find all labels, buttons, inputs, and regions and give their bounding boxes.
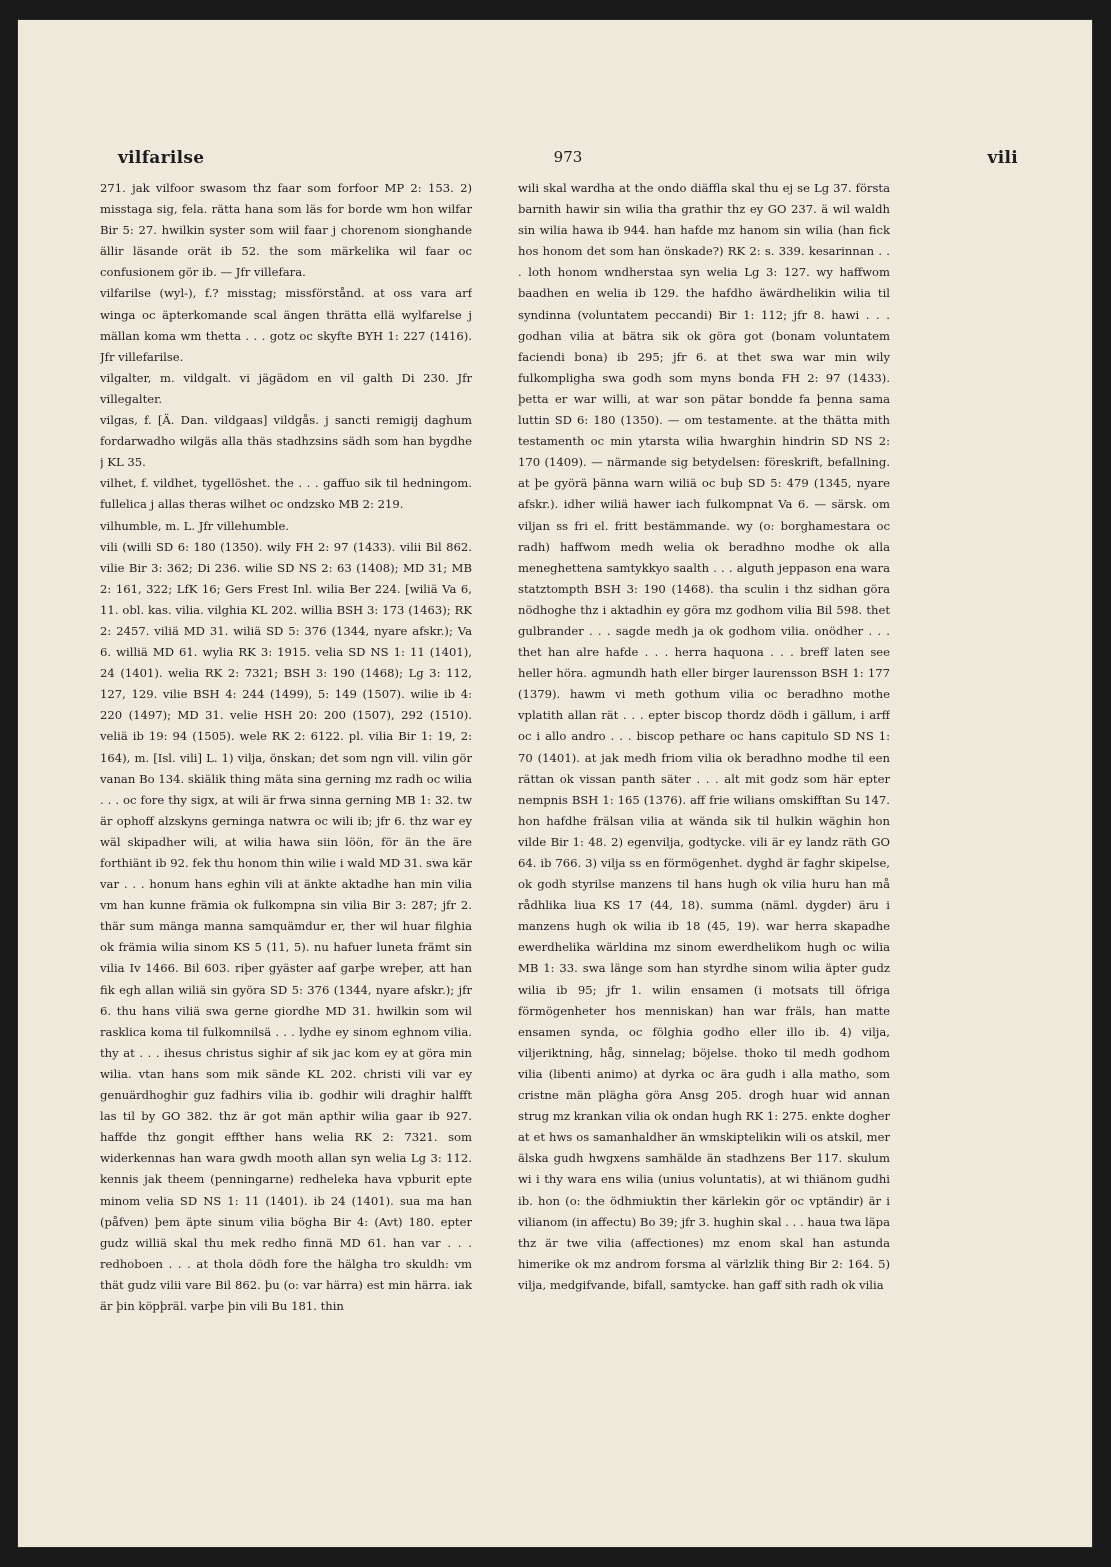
right-column bbox=[518, 178, 890, 1410]
page-number: 973 bbox=[553, 148, 583, 166]
entry-paragraph: vilhet, f. vildhet, tygellöshet. the . . . gaffuo sik til hedningom. fullelica j allas theras wilhet oc ondzsko MB 2: 219. bbox=[100, 476, 472, 512]
entry-paragraph: vilfarilse (wyl-), f.? misstag; missförstånd. at oss vara arf winga oc äpterkomande scal ängen thrätta ellä wylfarelse j mällan koma wm thetta . . . gotz oc skyfte BYH 1: 227 (1416). Jfr villefarilse. bbox=[100, 286, 472, 364]
entry-paragraph: 271. jak vilfoor swasom thz faar som forfoor MP 2: 153. 2) misstaga sig, fela. rätta hana som läs for borde wm hon wilfar Bir 5: 27. hwilkin syster som wiil faar j chorenom sionghande ällir läsande orät ib 52. the som märkelika wil faar oc confusionem gör ib. — Jfr villefara. bbox=[100, 181, 472, 280]
running-head-left: vilfarilse bbox=[118, 148, 205, 168]
left-column bbox=[100, 178, 472, 1410]
running-head-right: vili bbox=[987, 148, 1018, 168]
entry-paragraph: vilgas, f. [Ä. Dan. vildgaas] vildgås. j sancti remigij daghum fordarwadho wilgäs alla thäs stadhzsins sädh som han bygdhe j KL 35. bbox=[100, 413, 472, 470]
entry-paragraph: wili skal wardha at the ondo diäffla skal thu ej se Lg 37. första barnith hawir sin wilia tha grathir thz ey GO 237. ä wil waldh sin wilia hawa ib 944. han hafde mz hanom sin wilia (han fick hos honom det som han önskade?) RK 2: s. 339. kesarinnan . . . loth honom wndherstaa syn welia Lg 3: 127. wy haffwom baadhen en welia ib 129. the hafdho äwärdhelikin wilia til syndinna (voluntatem peccandi) Bir 1: 112; jfr 8. hawi . . . godhan vilia at bätra sik ok göra got (bonam voluntatem faciendi bona) ib 295; jfr 6. at thet swa war min wily fulkompligha swa godh som myns bonda FH 2: 97 (1433). þetta er war willi, at war son pätar bondde fa þenna sama luttin SD 6: 180 (1350). — om testamente. at the thätta mith testamenth oc min ytarsta wilia hwarghin hindrin SD NS 2: 170 (1409). — närmande sig betydelsen: föreskrift, befallning. at þe györä þänna warn wiliä oc buþ SD 5: 479 (1345, nyare afskr.). idher wiliä hawer iach fulkompnat Va 6. — särsk. om viljan ss fri el. fritt bestämmande. wy (o: borghamestara oc radh) haffwom medh welia ok beradhno modhe ok alla meneghettena samtykkyo saalth . . . alguth jeppason ena wara statztompth BSH 3: 190 (1468). tha sculin i thz sidhan göra nödhoghe thz i aktadhin ey göra mz godhom vilia Bil 598. thet gulbrander . . . sagde medh ja ok godhom vilia. onödher . . . thet han alre hafde . . . herra haquona . . . breff laten see heller höra. agmundh hath eller birger laurensson BSH 1: 177 (1379). hawm vi meth gothum vilia oc beradhno mothe vplatith allan rät . . . epter biscop thordz dödh i gällum, i arff oc i allo andro . . . biscop pethare oc hans capitulo SD NS 1: 70 (1401). at jak medh friom vilia ok beradhno modhe til een rättan ok vissan panth säter . . . alt mit godz som här epter nempnis BSH 1: 165 (1376). aff frie wilians omskifftan Su 147. hon hafdhe frälsan vilia at wända sik til hulkin wäghin hon vilde Bir 1: 48. 2) egenvilja, godtycke. vili är ey landz räth GO 64. ib 766. 3) vilja ss en förmögenhet. dyghd är faghr skipelse, ok godh styrilse manzens til hans hugh ok vilia huru han må rådhlika liua KS 17 (44, 18). summa (näml. dygder) äru i manzens hugh ok wilia ib 18 (45, 19). war herra skapadhe ewerdhelika wärldina mz sinom ewerdhelikom hugh oc wilia MB 1: 33. swa länge som han styrdhe sinom wilia äpter gudz wilia ib 95; jfr 1. wilin ensamen (i motsats till öfriga förmögenheter hos menniskan) han war fräls, han matte ensamen synda, oc fölghia godho eller illo ib. 4) vilja, viljeriktning, håg, sinnelag; böjelse. thoko til medh godhom vilia (libenti animo) at dyrka oc ära gudh i alla matho, som cristne män plägha göra Ansg 205. drogh huar wid annan strug mz krankan vilia ok ondan hugh RK 1: 275. enkte dogher at et hws os samanhaldher än wmskiptelikin wili os atskil, mer älska gudh hwgxens samhälde än stadhzens Ber 117. skulum wi i thy wara ens wilia (unius voluntatis), at wi thiänom gudhi ib. hon (o: the ödhmiuktin ther kärlekin gör oc vptändir) är i vilianom (in affectu) Bo 39; jfr 3. hughin skal . . . haua twa läpa thz är twe vilia (affectiones) mz enom skal han astunda himerike ok mz androm forsma al värlzlik thing Bir 2: 164. 5) vilja, medgifvande, bifall, samtycke. han gaff sith radh ok vilia bbox=[518, 181, 890, 1292]
entry-paragraph: vilgalter, m. vildgalt. vi jägädom en vil galth Di 230. Jfr villegalter. bbox=[100, 370, 472, 406]
entry-paragraph: vilhumble, m. L. Jfr villehumble. bbox=[100, 518, 289, 533]
entry-paragraph: vili (willi SD 6: 180 (1350). wily FH 2: 97 (1433). vilii Bil 862. vilie Bir 3: 362; Di 236. wilie SD NS 2: 63 (1408); MD 31; MB 2: 161, 322; LfK 16; Gers Frest Inl. wilia Ber 224. [wiliä Va 6, 11. obl. kas. vilia. vilghia KL 202. willia BSH 3: 173 (1463); RK 2: 2457. viliä MD 31. wiliä SD 5: 376 (1344, nyare afskr.); Va 6. williä MD 61. wylia RK 3: 1915. velia SD NS 1: 11 (1401), 24 (1401). welia RK 2: 7321; BSH 3: 190 (1468); Lg 3: 112, 127, 129. vilie BSH 4: 244 (1499), 5: 149 (1507). wilie ib 4: 220 (1497); MD 31. velie HSH 20: 200 (1507), 292 (1510). veliä ib 19: 94 (1505). wele RK 2: 6122. pl. vilia Bir 1: 19, 2: 164), m. [Isl. vili] L. 1) vilja, önskan; det som ngn vill. vilin gör vanan Bo 134. skiälik thing mäta sina gerning mz radh oc wilia . . . oc fore thy sigx, at wili är frwa sinna gerning MB 1: 32. tw är ophoff alzskyns gerninga natwra oc wili ib; jfr 6. thz war ey wäl skipadher wili, at wilia hawa siin löön, för än the äre forthiänt ib 92. fek thu honom thin wilie i wald MD 31. swa kär var . . . honum hans eghin vili at änkte aktadhe han min vilia vm han kunne främia ok fulkompna sin vilia Bir 3: 287; jfr 2. thär sum mänga manna samquämdur er, ther wil huar filghia ok främia wilia sinom KS 5 (11, 5). nu hafuer luneta främt sin vilia Iv 1466. Bil 603. riþer gyäster aaf garþe wreþer, att han fik egh allan wiliä sin györa SD 5: 376 (1344, nyare afskr.); jfr 6. thu hans viliä swa gerne giordhe MD 31. hwilkin som wil rasklica koma til fulkomnilsä . . . lydhe ey sinom eghnom vilia. thy at . . . ihesus christus sighir af sik jac kom ey at göra min wilia. vtan hans som mik sände KL 202. christi vili var ey genuärdhoghir guz fadhirs vilia ib. godhir wili draghir halfft las til by GO 382. thz är got män apthir wilia gaar ib 927. haffde thz gongit effther hans welia RK 2: 7321. som widerkennas han wara gwdh mooth allan syn welia Lg 3: 112. kennis jak theem (penningarne) redheleka hava vpburit epte minom velia SD NS 1: 11 (1401). ib 24 (1401). sua ma han (påfven) þem äpte sinum vilia bögha Bir 4: (Avt) 180. epter gudz williä skal thu mek redho finnä MD 61. han var . . . redhoboen . . . at thola dödh fore the hälgha tro skuldh: vm thät gudz vilii vare Bil 862. þu (o: var härra) est min härra. iak är þin köpþräl. varþe þin vili Bu 181. thin bbox=[100, 539, 472, 1313]
